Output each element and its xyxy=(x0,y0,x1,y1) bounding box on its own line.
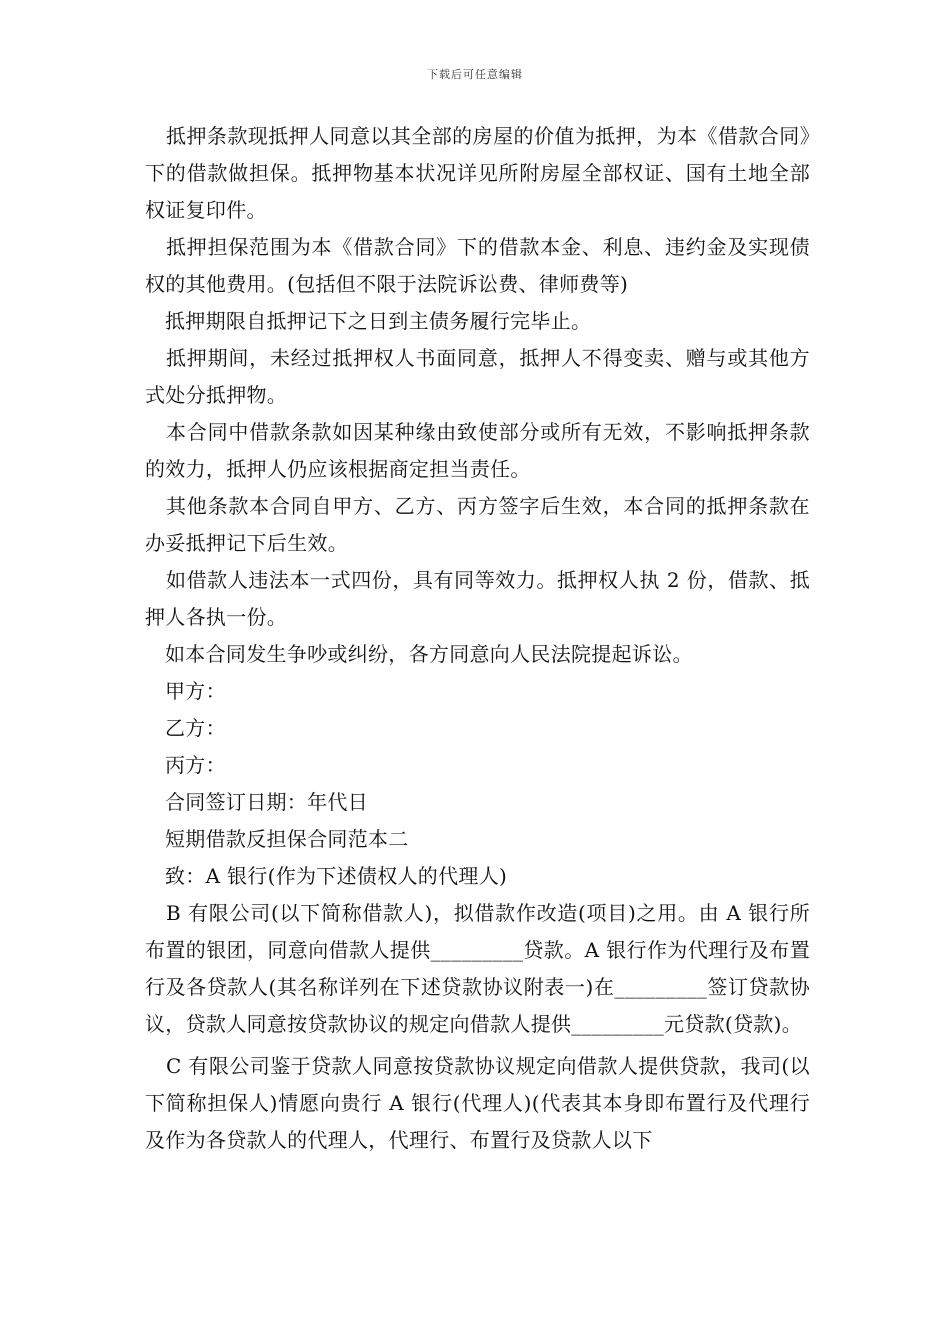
header-note: 下载后可任意编辑 xyxy=(427,68,523,81)
paragraph-loan-description: B 有限公司(以下简称借款人)，拟借款作改造(项目)之用。由 A 银行所布置的银团，同意向借款人提供_________贷款。A 银行作为代理行及布置行及各贷款人(其名称详列在下述贷款协议附表一)在_________签订贷款协议，贷款人同意按贷款协议的规定向借款人提供_________元贷款(贷款)。 xyxy=(145,901,810,1036)
paragraph-other-clauses: 其他条款本合同自甲方、乙方、丙方签字后生效，本合同的抵押条款在办妥抵押记下后生效。 xyxy=(145,494,810,555)
paragraph-dispute: 如本合同发生争吵或纠纷，各方同意向人民法院提起诉讼。 xyxy=(165,642,693,666)
paragraph-invalidity: 本合同中借款条款如因某种缘由致使部分或所有无效，不影响抵押条款的效力，抵押人仍应该根据商定担当责任。 xyxy=(145,420,810,481)
paragraph-copies: 如借款人违法本一式四份，具有同等效力。抵押权人执 2 份，借款、抵押人各执一份。 xyxy=(145,568,810,629)
section-title: 短期借款反担保合同范本二 xyxy=(165,827,409,851)
paragraph-guarantor: C 有限公司鉴于贷款人同意按贷款协议规定向借款人提供贷款，我司(以下简称担保人)情愿向贵行 A 银行(代理人)(代表其本身即布置行及代理行及作为各贷款人的代理人，代理行、布置行及贷款人以下 xyxy=(145,1054,810,1152)
party-c-label: 丙方： xyxy=(165,753,226,777)
party-b-label: 乙方： xyxy=(165,716,226,740)
paragraph-mortgage-period: 抵押期间，未经过抵押权人书面同意，抵押人不得变卖、赠与或其他方式处分抵押物。 xyxy=(145,346,810,407)
party-a-label: 甲方： xyxy=(165,679,226,703)
paragraph-guarantee-scope: 抵押担保范围为本《借款合同》下的借款本金、利息、违约金及实现债权的其他费用。(包括但不限于法院诉讼费、律师费等) xyxy=(145,235,810,296)
paragraph-mortgage-term: 抵押期限自抵押记下之日到主债务履行完毕止。 xyxy=(165,309,592,333)
signing-date: 合同签订日期：年代日 xyxy=(165,790,368,814)
paragraph-mortgage-clause: 抵押条款现抵押人同意以其全部的房屋的价值为抵押，为本《借款合同》下的借款做担保。抵押物基本状况详见所附房屋全部权证、国有土地全部权证复印件。 xyxy=(145,124,810,222)
addressee-line: 致：A 银行(作为下述债权人的代理人) xyxy=(165,864,508,888)
document-body xyxy=(145,118,810,1159)
